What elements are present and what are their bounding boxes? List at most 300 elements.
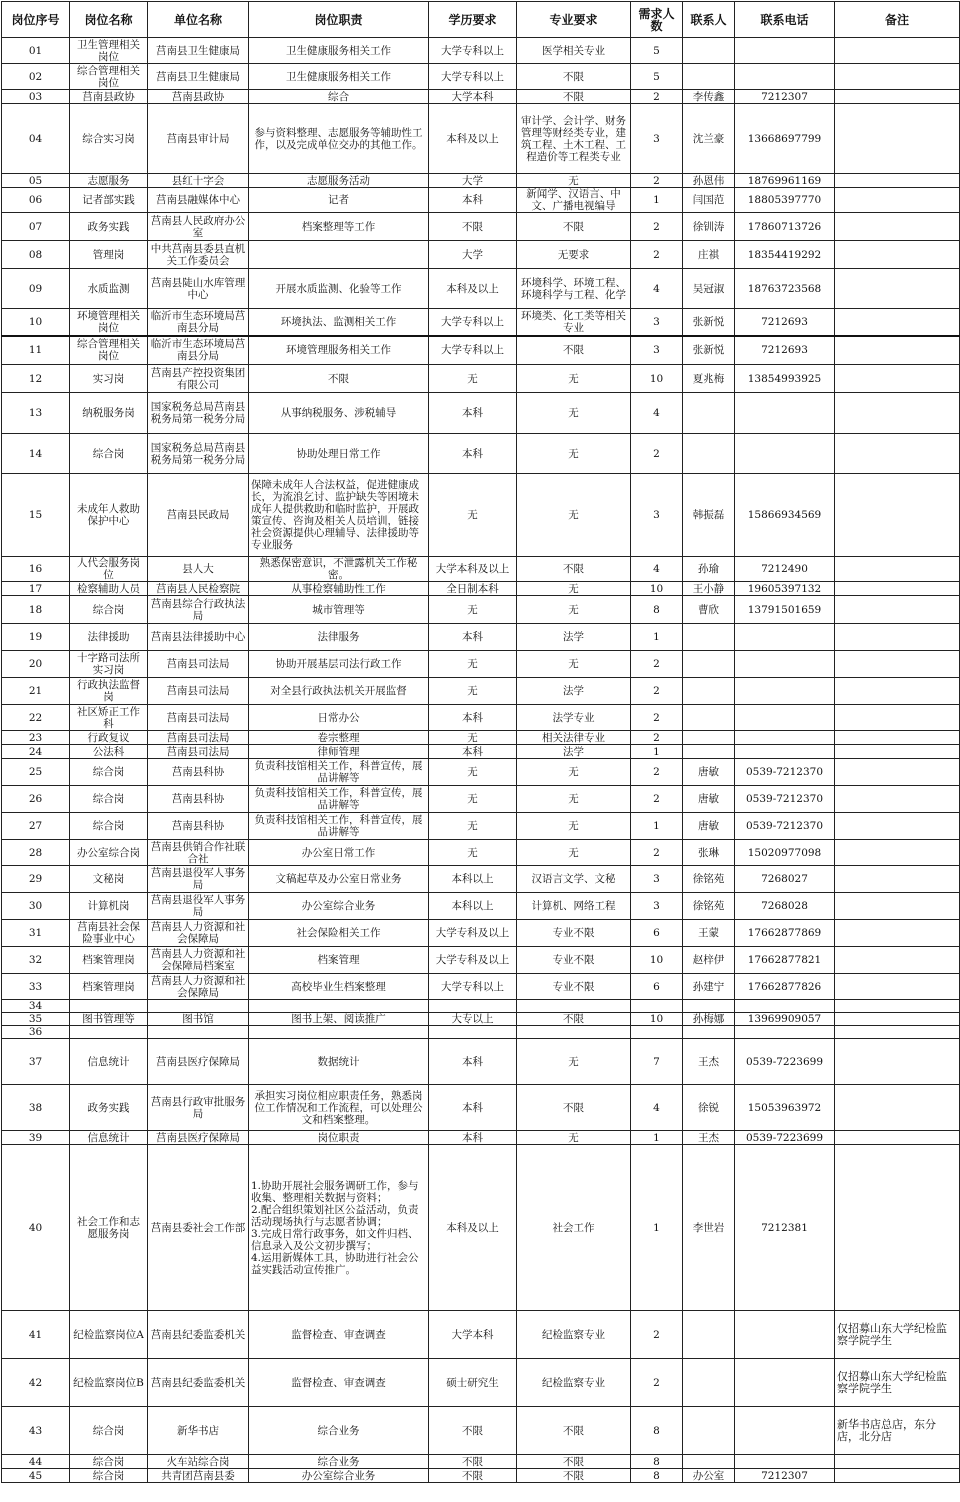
cell-duties: 参与资料整理、志愿服务等辅助性工作，以及完成单位交办的其他工作。: [249, 104, 429, 174]
cell-remarks: [835, 38, 960, 64]
cell-remarks: [835, 213, 960, 241]
cell-education: 本科以上: [429, 866, 517, 893]
cell-duties: 文稿起草及办公室日常业务: [249, 866, 429, 893]
cell-position-no: 17: [2, 582, 70, 596]
cell-headcount: 3: [631, 893, 683, 920]
cell-headcount: 1: [631, 624, 683, 651]
cell-phone: [735, 624, 835, 651]
cell-contact: 孙瑜: [683, 557, 735, 582]
cell-duties: 志愿服务活动: [249, 174, 429, 188]
internship-positions-table: [1, 1, 960, 1483]
cell-contact: 徐铭苑: [683, 866, 735, 893]
cell-major: 计算机、网络工程: [517, 893, 631, 920]
cell-duties: 法律服务: [249, 624, 429, 651]
cell-unit-name: 莒南县审计局: [148, 104, 249, 174]
cell-remarks: [835, 920, 960, 947]
cell-phone: 0539-7212370: [735, 813, 835, 840]
cell-headcount: 3: [631, 474, 683, 557]
cell-headcount: 1: [631, 1145, 683, 1311]
cell-phone: 7268027: [735, 866, 835, 893]
cell-contact: [683, 731, 735, 745]
cell-headcount: 2: [631, 705, 683, 731]
cell-unit-name: 莒南县退役军人事务局: [148, 866, 249, 893]
cell-headcount: 1: [631, 1131, 683, 1145]
cell-headcount: 6: [631, 920, 683, 947]
cell-position-name: 水质监测: [70, 269, 148, 309]
cell-contact: 庄祺: [683, 241, 735, 269]
cell-phone: 18769961169: [735, 174, 835, 188]
cell-contact: 夏兆梅: [683, 365, 735, 393]
cell-phone: [735, 1000, 835, 1013]
cell-unit-name: 莒南县产控投资集团有限公司: [148, 365, 249, 393]
cell-major: 无: [517, 582, 631, 596]
cell-headcount: 2: [631, 213, 683, 241]
cell-position-name: 文秘岗: [70, 866, 148, 893]
cell-position-name: 档案管理岗: [70, 947, 148, 974]
cell-unit-name: 莒南县医疗保障局: [148, 1131, 249, 1145]
cell-position-no: 32: [2, 947, 70, 974]
cell-major: [517, 1000, 631, 1013]
cell-major: 无: [517, 759, 631, 786]
cell-major: 专业不限: [517, 974, 631, 1000]
table-row: [2, 1013, 960, 1026]
cell-education: 大学专科及以上: [429, 920, 517, 947]
cell-education: 不限: [429, 1407, 517, 1455]
cell-remarks: [835, 557, 960, 582]
cell-education: 无: [429, 840, 517, 866]
cell-phone: 7268028: [735, 893, 835, 920]
cell-major: 法学: [517, 745, 631, 759]
cell-unit-name: 莒南县人力资源和社会保障局档案室: [148, 947, 249, 974]
cell-phone: [735, 1455, 835, 1469]
cell-contact: 徐铭苑: [683, 893, 735, 920]
cell-education: 大学: [429, 174, 517, 188]
cell-unit-name: [148, 1000, 249, 1013]
cell-major: 纪检监察专业: [517, 1359, 631, 1407]
cell-position-name: 公法科: [70, 745, 148, 759]
cell-education: 大学本科: [429, 1311, 517, 1359]
cell-position-no: 25: [2, 759, 70, 786]
cell-position-name: [70, 1000, 148, 1013]
cell-phone: [735, 1407, 835, 1455]
header-remarks: 备注: [835, 2, 960, 38]
cell-remarks: [835, 1000, 960, 1013]
cell-position-name: 人代会服务岗位: [70, 557, 148, 582]
cell-phone: 13854993925: [735, 365, 835, 393]
cell-contact: 张琳: [683, 840, 735, 866]
cell-phone: 7212490: [735, 557, 835, 582]
cell-major: 不限: [517, 64, 631, 90]
cell-contact: 张新悦: [683, 336, 735, 365]
table-row: [2, 866, 960, 893]
cell-duties: 承担实习岗位相应职责任务，熟悉岗位工作情况和工作流程，可以处理公文和档案整理。: [249, 1085, 429, 1131]
cell-headcount: 2: [631, 786, 683, 813]
cell-remarks: [835, 813, 960, 840]
cell-headcount: 10: [631, 947, 683, 974]
cell-major: 不限: [517, 1085, 631, 1131]
cell-unit-name: 莒南县人力资源和社会保障局: [148, 920, 249, 947]
cell-phone: [735, 678, 835, 705]
cell-unit-name: 莒南县人民政府办公室: [148, 213, 249, 241]
cell-major: 社会工作: [517, 1145, 631, 1311]
cell-education: 不限: [429, 213, 517, 241]
cell-unit-name: 莒南县退役军人事务局: [148, 893, 249, 920]
table-row: [2, 90, 960, 104]
cell-major: 法学专业: [517, 705, 631, 731]
cell-contact: [683, 1000, 735, 1013]
cell-remarks: [835, 624, 960, 651]
cell-major: 不限: [517, 213, 631, 241]
cell-duties: [249, 1000, 429, 1013]
table-row: [2, 1000, 960, 1013]
cell-position-name: 计算机岗: [70, 893, 148, 920]
cell-phone: [735, 731, 835, 745]
cell-remarks: [835, 678, 960, 705]
cell-position-name: 行政执法监督岗: [70, 678, 148, 705]
cell-education: 全日制本科: [429, 582, 517, 596]
cell-unit-name: 临沂市生态环境局莒南县分局: [148, 336, 249, 365]
cell-headcount: 1: [631, 813, 683, 840]
table-row: [2, 557, 960, 582]
cell-position-no: 10: [2, 309, 70, 336]
cell-education: 大学本科: [429, 90, 517, 104]
table-row: [2, 365, 960, 393]
cell-unit-name: 莒南县司法局: [148, 731, 249, 745]
cell-position-name: 纳税服务岗: [70, 393, 148, 434]
cell-position-name: 莒南县政协: [70, 90, 148, 104]
table-row: [2, 309, 960, 336]
cell-position-name: 未成年人救助保护中心: [70, 474, 148, 557]
cell-major: 法学: [517, 678, 631, 705]
cell-education: 本科: [429, 434, 517, 474]
cell-unit-name: 县红十字会: [148, 174, 249, 188]
cell-unit-name: 莒南县人力资源和社会保障局: [148, 974, 249, 1000]
cell-position-no: 23: [2, 731, 70, 745]
cell-headcount: 2: [631, 1311, 683, 1359]
cell-remarks: [835, 64, 960, 90]
cell-duties: 图书上架、阅读推广: [249, 1013, 429, 1026]
cell-contact: [683, 38, 735, 64]
cell-position-no: 41: [2, 1311, 70, 1359]
cell-education: 无: [429, 731, 517, 745]
cell-duties: 办公室日常工作: [249, 840, 429, 866]
cell-remarks: [835, 582, 960, 596]
cell-position-no: 37: [2, 1039, 70, 1085]
cell-major: 不限: [517, 1013, 631, 1026]
cell-position-no: 05: [2, 174, 70, 188]
cell-education: 大学本科及以上: [429, 557, 517, 582]
cell-headcount: [631, 1000, 683, 1013]
cell-position-name: 信息统计: [70, 1039, 148, 1085]
cell-position-name: 检察辅助人员: [70, 582, 148, 596]
cell-remarks: 仅招募山东大学纪检监察学院学生: [835, 1359, 960, 1407]
cell-remarks: [835, 241, 960, 269]
cell-major: 无: [517, 651, 631, 678]
cell-education: 无: [429, 651, 517, 678]
cell-education: 大学专科以上: [429, 38, 517, 64]
table-row: [2, 974, 960, 1000]
table-row: [2, 1145, 960, 1311]
header-major: 专业要求: [517, 2, 631, 38]
table-row: [2, 893, 960, 920]
cell-education: 不限: [429, 1455, 517, 1469]
cell-education: 大学: [429, 241, 517, 269]
cell-position-name: [70, 1026, 148, 1039]
cell-headcount: 3: [631, 336, 683, 365]
cell-position-name: 综合岗: [70, 1455, 148, 1469]
cell-unit-name: 莒南县纪委监委机关: [148, 1311, 249, 1359]
table-row: [2, 336, 960, 365]
header-headcount: 需求人数: [631, 2, 683, 38]
cell-position-name: 综合岗: [70, 813, 148, 840]
cell-position-no: 22: [2, 705, 70, 731]
cell-position-no: 16: [2, 557, 70, 582]
header-contact: 联系人: [683, 2, 735, 38]
cell-duties: 不限: [249, 365, 429, 393]
cell-education: 本科及以上: [429, 104, 517, 174]
cell-headcount: 8: [631, 1407, 683, 1455]
cell-contact: 唐敏: [683, 813, 735, 840]
cell-position-no: 18: [2, 596, 70, 624]
cell-remarks: [835, 974, 960, 1000]
cell-phone: 18805397770: [735, 188, 835, 213]
cell-phone: 18354419292: [735, 241, 835, 269]
cell-unit-name: [148, 1026, 249, 1039]
cell-phone: 17662877869: [735, 920, 835, 947]
cell-position-no: 01: [2, 38, 70, 64]
cell-duties: 综合业务: [249, 1455, 429, 1469]
table-row: [2, 1455, 960, 1469]
cell-remarks: [835, 1145, 960, 1311]
cell-phone: [735, 705, 835, 731]
cell-contact: [683, 1026, 735, 1039]
cell-unit-name: 莒南县行政审批服务局: [148, 1085, 249, 1131]
cell-contact: [683, 64, 735, 90]
cell-phone: 0539-7223699: [735, 1131, 835, 1145]
cell-education: 本科及以上: [429, 1145, 517, 1311]
cell-position-no: 07: [2, 213, 70, 241]
cell-phone: 15866934569: [735, 474, 835, 557]
cell-position-no: 24: [2, 745, 70, 759]
cell-remarks: [835, 1039, 960, 1085]
cell-position-name: 莒南县社会保险事业中心: [70, 920, 148, 947]
cell-major: 无: [517, 434, 631, 474]
cell-remarks: [835, 309, 960, 336]
cell-contact: [683, 1359, 735, 1407]
cell-major: 医学相关专业: [517, 38, 631, 64]
cell-headcount: 2: [631, 90, 683, 104]
cell-remarks: [835, 336, 960, 365]
cell-remarks: [835, 947, 960, 974]
cell-position-no: 30: [2, 893, 70, 920]
cell-phone: 0539-7212370: [735, 759, 835, 786]
cell-unit-name: 莒南县融媒体中心: [148, 188, 249, 213]
table-row: [2, 188, 960, 213]
cell-position-name: 档案管理岗: [70, 974, 148, 1000]
cell-contact: 唐敏: [683, 759, 735, 786]
cell-phone: 0539-7212370: [735, 786, 835, 813]
table-row: [2, 1085, 960, 1131]
cell-headcount: 8: [631, 1455, 683, 1469]
cell-position-no: 33: [2, 974, 70, 1000]
cell-phone: 15053963972: [735, 1085, 835, 1131]
cell-contact: [683, 624, 735, 651]
cell-position-name: 法律援助: [70, 624, 148, 651]
table-row: [2, 705, 960, 731]
cell-phone: 15020977098: [735, 840, 835, 866]
cell-education: 本科: [429, 624, 517, 651]
cell-duties: 协助处理日常工作: [249, 434, 429, 474]
cell-position-no: 45: [2, 1469, 70, 1483]
cell-duties: 卷宗整理: [249, 731, 429, 745]
cell-unit-name: 火车站综合岗: [148, 1455, 249, 1469]
cell-major: 环境科学、环境工程、环境科学与工程、化学: [517, 269, 631, 309]
cell-headcount: [631, 1026, 683, 1039]
cell-major: 专业不限: [517, 920, 631, 947]
cell-position-no: 43: [2, 1407, 70, 1455]
cell-major: 无: [517, 840, 631, 866]
cell-remarks: [835, 1131, 960, 1145]
cell-phone: 7212307: [735, 1469, 835, 1483]
cell-phone: [735, 1026, 835, 1039]
cell-remarks: [835, 705, 960, 731]
cell-major: 环境类、化工类等相关专业: [517, 309, 631, 336]
table-row: [2, 1359, 960, 1407]
cell-phone: [735, 745, 835, 759]
cell-phone: 17662877826: [735, 974, 835, 1000]
cell-duties: 综合业务: [249, 1407, 429, 1455]
table-row: [2, 678, 960, 705]
cell-unit-name: 莒南县民政局: [148, 474, 249, 557]
cell-duties: 日常办公: [249, 705, 429, 731]
cell-phone: 17860713726: [735, 213, 835, 241]
cell-contact: 曹欣: [683, 596, 735, 624]
header-unit-name: 单位名称: [148, 2, 249, 38]
cell-remarks: [835, 745, 960, 759]
table-row: [2, 213, 960, 241]
cell-remarks: [835, 866, 960, 893]
table-row: [2, 786, 960, 813]
cell-remarks: [835, 651, 960, 678]
cell-education: 无: [429, 759, 517, 786]
cell-headcount: 2: [631, 731, 683, 745]
table-row: [2, 731, 960, 745]
cell-position-name: 纪检监察岗位A: [70, 1311, 148, 1359]
cell-remarks: [835, 1469, 960, 1483]
cell-position-name: 综合岗: [70, 1407, 148, 1455]
cell-position-no: 28: [2, 840, 70, 866]
cell-duties: 城市管理等: [249, 596, 429, 624]
cell-unit-name: 莒南县卫生健康局: [148, 38, 249, 64]
cell-position-no: 20: [2, 651, 70, 678]
cell-major: 专业不限: [517, 947, 631, 974]
cell-remarks: [835, 596, 960, 624]
cell-duties: 高校毕业生档案整理: [249, 974, 429, 1000]
cell-unit-name: 莒南县陡山水库管理中心: [148, 269, 249, 309]
cell-education: 本科以上: [429, 893, 517, 920]
cell-remarks: [835, 731, 960, 745]
cell-position-no: 36: [2, 1026, 70, 1039]
cell-headcount: 8: [631, 596, 683, 624]
cell-phone: 7212381: [735, 1145, 835, 1311]
cell-position-no: 08: [2, 241, 70, 269]
cell-contact: 徐锐: [683, 1085, 735, 1131]
cell-headcount: 4: [631, 269, 683, 309]
cell-education: 本科: [429, 1039, 517, 1085]
cell-education: 大学专科以上: [429, 336, 517, 365]
table-body: [2, 38, 960, 1483]
cell-position-name: 环境管理相关岗位: [70, 309, 148, 336]
cell-remarks: [835, 893, 960, 920]
cell-contact: 韩振磊: [683, 474, 735, 557]
cell-contact: [683, 745, 735, 759]
cell-education: 不限: [429, 1469, 517, 1483]
cell-position-no: 31: [2, 920, 70, 947]
cell-contact: 赵梓伊: [683, 947, 735, 974]
cell-duties: 卫生健康服务相关工作: [249, 64, 429, 90]
cell-headcount: 5: [631, 64, 683, 90]
cell-duties: 负责科技馆相关工作，科普宣传，展品讲解等: [249, 786, 429, 813]
cell-unit-name: 莒南县卫生健康局: [148, 64, 249, 90]
cell-major: 无: [517, 596, 631, 624]
cell-major: [517, 1026, 631, 1039]
cell-duties: 协助开展基层司法行政工作: [249, 651, 429, 678]
cell-phone: 13791501659: [735, 596, 835, 624]
cell-headcount: 10: [631, 582, 683, 596]
cell-remarks: [835, 1455, 960, 1469]
cell-unit-name: 莒南县科协: [148, 813, 249, 840]
table-row: [2, 269, 960, 309]
cell-headcount: 2: [631, 678, 683, 705]
cell-position-name: 记者部实践: [70, 188, 148, 213]
cell-duties: 开展水质监测、化验等工作: [249, 269, 429, 309]
cell-major: 无: [517, 1131, 631, 1145]
cell-education: 本科: [429, 705, 517, 731]
cell-position-no: 40: [2, 1145, 70, 1311]
cell-contact: 唐敏: [683, 786, 735, 813]
cell-contact: 孙建宁: [683, 974, 735, 1000]
cell-major: 不限: [517, 1469, 631, 1483]
cell-phone: [735, 1359, 835, 1407]
cell-duties: 办公室综合业务: [249, 893, 429, 920]
cell-major: 新闻学、汉语言、中文、广播电视编导: [517, 188, 631, 213]
cell-phone: 7212693: [735, 309, 835, 336]
table-row: [2, 651, 960, 678]
cell-headcount: 2: [631, 759, 683, 786]
cell-phone: 13668697799: [735, 104, 835, 174]
cell-unit-name: 临沂市生态环境局莒南县分局: [148, 309, 249, 336]
table-row: [2, 624, 960, 651]
table-row: [2, 241, 960, 269]
cell-duties: 档案管理: [249, 947, 429, 974]
cell-headcount: 3: [631, 309, 683, 336]
cell-contact: 孙梅娜: [683, 1013, 735, 1026]
cell-duties: 负责科技馆相关工作，科普宣传，展品讲解等: [249, 759, 429, 786]
cell-position-no: 15: [2, 474, 70, 557]
cell-contact: 李世岩: [683, 1145, 735, 1311]
cell-remarks: [835, 104, 960, 174]
cell-position-name: 政务实践: [70, 213, 148, 241]
cell-major: 相关法律专业: [517, 731, 631, 745]
header-position-name: 岗位名称: [70, 2, 148, 38]
cell-remarks: [835, 174, 960, 188]
cell-position-no: 14: [2, 434, 70, 474]
cell-position-name: 十字路司法所实习岗: [70, 651, 148, 678]
cell-duties: 岗位职责: [249, 1131, 429, 1145]
cell-position-no: 35: [2, 1013, 70, 1026]
cell-duties: [249, 241, 429, 269]
cell-position-no: 34: [2, 1000, 70, 1013]
